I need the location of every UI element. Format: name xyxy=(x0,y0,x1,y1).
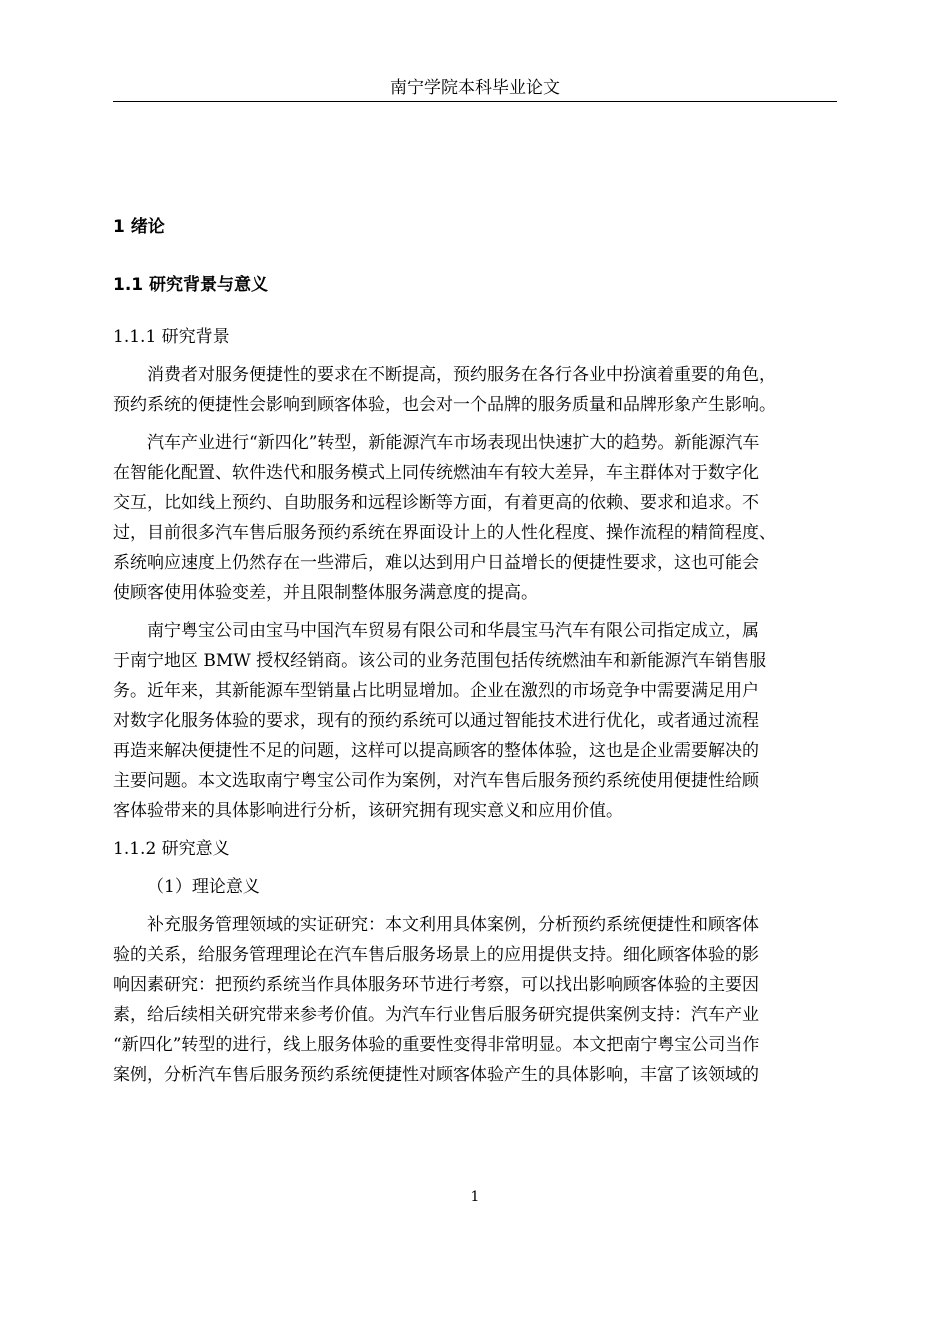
paragraph: 消费者对服务便捷性的要求在不断提高，预约服务在各行各业中扮演着重要的角色， 预约系统的便捷性会影响到顾客体验，也会对一个品牌的服务质量和品牌形象产生影响。 xyxy=(113,365,776,415)
page-content xyxy=(113,212,837,1098)
section-heading: 1.1 研究背景与意义 xyxy=(113,275,269,295)
chapter-heading: 1 绪论 xyxy=(113,217,165,237)
subsection-heading-background: 1.1.1 研究背景 xyxy=(113,327,230,347)
paragraph: 南宁粤宝公司由宝马中国汽车贸易有限公司和华晨宝马汽车有限公司指定成立，属 于南宁地区 BMW 授权经销商。该公司的业务范围包括传统燃油车和新能源汽车销售服 务。近年来，其新能源车型销量占比明显增加。企业在激烈的市场竞争中需要满足用户 对数字化服务体验的要求，现有的预约系统可以通过智能技术进行优化，或者通过流程 再造来解决便捷性不足的问题，这样可以提高顾客的整体体验，这也是企业需要解决的 主要问题。本文选取南宁粤宝公司作为案例，对汽车售后服务预约系统使用便捷性给顾 客体验带来的具体影响进行分析，该研究拥有现实意义和应用价值。 xyxy=(113,621,767,821)
theory-heading: （1）理论意义 xyxy=(147,877,260,897)
page-header: 南宁学院本科毕业论文 xyxy=(390,78,560,98)
header-rule xyxy=(113,101,837,102)
paragraph: 补充服务管理领域的实证研究：本文利用具体案例，分析预约系统便捷性和顾客体 验的关系，给服务管理理论在汽车售后服务场景上的应用提供支持。细化顾客体验的影 响因素研究：把预约系统当作具体服务环节进行考察，可以找出影响顾客体验的主要因 素，给后续相关研究带来参考价值。为汽车行业售后服务研究提供案例支持：汽车产业 “新四化”转型的进行，线上服务体验的重要性变得非常明显。本文把南宁粤宝公司当作 案例，分析汽车售后服务预约系统便捷性对顾客体验产生的具体影响，丰富了该领域的 xyxy=(113,915,760,1085)
subsection-heading-significance: 1.1.2 研究意义 xyxy=(113,839,230,859)
page-number: 1 xyxy=(470,1189,480,1205)
paragraph: 汽车产业进行“新四化”转型，新能源汽车市场表现出快速扩大的趋势。新能源汽车 在智能化配置、软件迭代和服务模式上同传统燃油车有较大差异，车主群体对于数字化 交互，比如线上预约、自助服务和远程诊断等方面，有着更高的依赖、要求和追求。不 过，目前很多汽车售后服务预约系统在界面设计上的人性化程度、操作流程的精简程度、 系统响应速度上仍然存在一些滞后，难以达到用户日益增长的便捷性要求，这也可能会 使顾客使用体验变差，并且限制整体服务满意度的提高。 xyxy=(113,433,776,603)
